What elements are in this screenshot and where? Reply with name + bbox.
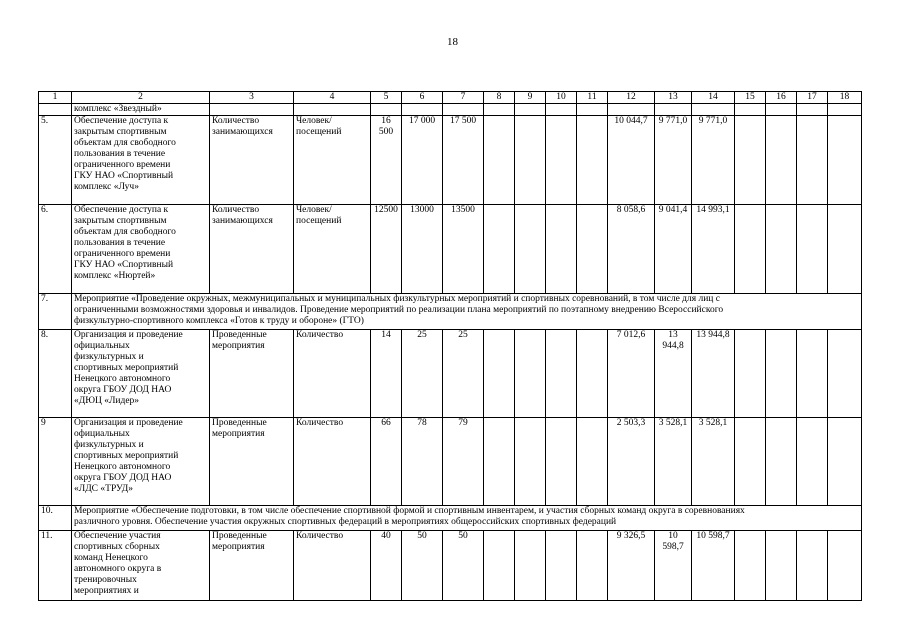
cell-line: физкультурно-спортивного комплекса «Готов к труду и обороне» (ГТО) <box>74 316 364 326</box>
value-col-12: 2 503,3 <box>608 418 655 506</box>
header-cell: 10 <box>546 92 577 104</box>
value-col-7: 79 <box>443 418 484 506</box>
header-cell: 17 <box>797 92 828 104</box>
cell-line: физкультурных и <box>74 440 144 450</box>
event-name <box>72 531 210 601</box>
value-col-8 <box>484 531 515 601</box>
value-col-15 <box>735 531 766 601</box>
header-cell: 5 <box>371 92 402 104</box>
table-row-continued <box>39 104 862 116</box>
page-number: 18 <box>447 36 458 48</box>
value-col-8 <box>484 418 515 506</box>
cell-line: Проведенные <box>212 418 267 428</box>
cell-line: официальных <box>74 341 130 351</box>
value-col-18 <box>828 330 862 418</box>
table-cell <box>797 104 828 116</box>
data-table <box>38 91 862 601</box>
table-header-row <box>39 92 862 104</box>
value-col-16 <box>766 116 797 205</box>
event-description <box>72 294 862 330</box>
cell-line: официальных <box>74 429 130 439</box>
table-row <box>39 418 862 506</box>
header-cell: 6 <box>402 92 443 104</box>
unit-of-measure <box>294 531 371 601</box>
table-cell <box>402 104 443 116</box>
cell-line: закрытым спортивным <box>74 127 167 137</box>
cell-line: Мероприятие «Обеспечение подготовки, в том числе обеспечение спортивной формой и спортивным инвентарем, и участия сборных команд округа в соревнованиях <box>74 506 745 516</box>
cell-line: ограниченного времени <box>74 249 171 259</box>
value-col-17 <box>797 116 828 205</box>
cell-line: Проведенные <box>212 531 267 541</box>
event-name <box>72 418 210 506</box>
cell-line: Организация и проведение <box>74 418 183 428</box>
value-col-9 <box>515 330 546 418</box>
table-cell <box>735 104 766 116</box>
event-name <box>72 205 210 294</box>
cell-line: «ДЮЦ «Лидер» <box>74 396 140 406</box>
value-col-10 <box>546 418 577 506</box>
cell-line: пользования в течение <box>74 238 166 248</box>
value-col-5: 16 500 <box>371 116 402 205</box>
table-row-merged <box>39 506 862 531</box>
value-col-13: 9 771,0 <box>655 116 692 205</box>
unit-of-measure <box>294 418 371 506</box>
value-col-6: 25 <box>402 330 443 418</box>
event-description <box>72 506 862 531</box>
table-cell <box>443 104 484 116</box>
cell-line: Количество <box>296 330 344 340</box>
cell-line: объектам для свободного <box>74 138 176 148</box>
value-col-10 <box>546 205 577 294</box>
cell-line: мероприятия <box>212 542 265 552</box>
cell-line: комплекс «Луч» <box>74 182 139 192</box>
value-col-14: 13 944,8 <box>692 330 735 418</box>
table-cell <box>515 104 546 116</box>
cell-line: Проведенные <box>212 330 267 340</box>
value-col-7: 17 500 <box>443 116 484 205</box>
header-cell: 16 <box>766 92 797 104</box>
row-number: 11. <box>39 531 72 601</box>
cell-line: ограниченными возможностями здоровья и инвалидов. Проведение мероприятий по реализации плана мероприятий по поэтапному внедрению Всероссийского <box>74 305 724 315</box>
cell-line: Мероприятие «Проведение окружных, межмуниципальных и муниципальных физкультурных мероприятий и спортивных соревнований, в том числе для лиц с <box>74 294 720 304</box>
cell-line: комплекс «Нюртей» <box>74 271 156 281</box>
cell-line: занимающихся <box>212 127 273 137</box>
value-col-15 <box>735 330 766 418</box>
cell-line: Организация и проведение <box>74 330 183 340</box>
cell-line: посещений <box>296 127 342 137</box>
header-cell: 13 <box>655 92 692 104</box>
cell-line: Количество <box>212 205 260 215</box>
event-name <box>72 116 210 205</box>
table-cell <box>210 104 294 116</box>
value-col-16 <box>766 531 797 601</box>
table-row <box>39 116 862 205</box>
indicator-name <box>210 418 294 506</box>
header-cell: 9 <box>515 92 546 104</box>
cell-line: ГКУ НАО «Спортивный <box>74 260 174 270</box>
cell-line: мероприятиях и <box>74 586 139 596</box>
cell-line: ограниченного времени <box>74 160 171 170</box>
cell-line: Количество <box>212 116 260 126</box>
value-col-8 <box>484 330 515 418</box>
table-cell <box>294 104 371 116</box>
row-number: 5. <box>39 116 72 205</box>
cell-line: Обеспечение доступа к <box>74 205 169 215</box>
table-cell <box>608 104 655 116</box>
header-cell: 7 <box>443 92 484 104</box>
value-col-13: 3 528,1 <box>655 418 692 506</box>
header-cell: 8 <box>484 92 515 104</box>
unit-of-measure <box>294 116 371 205</box>
value-col-9 <box>515 418 546 506</box>
table-cell <box>828 104 862 116</box>
header-cell: 12 <box>608 92 655 104</box>
value-col-12: 9 326,5 <box>608 531 655 601</box>
indicator-name <box>210 116 294 205</box>
row-number: 9 <box>39 418 72 506</box>
value-col-6: 17 000 <box>402 116 443 205</box>
value-col-18 <box>828 116 862 205</box>
value-col-6: 50 <box>402 531 443 601</box>
value-col-14: 10 598,7 <box>692 531 735 601</box>
cell-line: посещений <box>296 216 342 226</box>
indicator-name <box>210 330 294 418</box>
cell-line: мероприятия <box>212 341 265 351</box>
cell-line: физкультурных и <box>74 352 144 362</box>
indicator-name <box>210 205 294 294</box>
cell-line: мероприятия <box>212 429 265 439</box>
value-col-11 <box>577 418 608 506</box>
cell-line: Количество <box>296 418 344 428</box>
row-number: 6. <box>39 205 72 294</box>
value-col-12: 10 044,7 <box>608 116 655 205</box>
cell-line: закрытым спортивным <box>74 216 167 226</box>
value-col-12: 8 058,6 <box>608 205 655 294</box>
value-col-17 <box>797 330 828 418</box>
header-cell: 4 <box>294 92 371 104</box>
value-col-15 <box>735 205 766 294</box>
value-col-8 <box>484 116 515 205</box>
value-col-13: 9 041,4 <box>655 205 692 294</box>
cell-line: Количество <box>296 531 344 541</box>
table-cell <box>371 104 402 116</box>
cell-line: Человек/ <box>296 205 332 215</box>
value-col-16 <box>766 418 797 506</box>
header-cell: 1 <box>39 92 72 104</box>
cell-line: ГКУ НАО «Спортивный <box>74 171 174 181</box>
unit-of-measure <box>294 330 371 418</box>
table-cell <box>546 104 577 116</box>
value-col-5: 40 <box>371 531 402 601</box>
cell-line: «ЛДС «ТРУД» <box>74 484 133 494</box>
value-col-7: 25 <box>443 330 484 418</box>
value-col-16 <box>766 205 797 294</box>
table-cell <box>692 104 735 116</box>
header-cell: 2 <box>72 92 210 104</box>
table-cell <box>766 104 797 116</box>
value-col-18 <box>828 205 862 294</box>
table-row <box>39 531 862 601</box>
value-col-10 <box>546 330 577 418</box>
cell-line: округа ГБОУ ДОД НАО <box>74 473 172 483</box>
value-col-5: 14 <box>371 330 402 418</box>
row-number: 10. <box>39 506 72 531</box>
value-col-13: 10 598,7 <box>655 531 692 601</box>
cell-line: Ненецкого автономного <box>74 374 171 384</box>
value-col-15 <box>735 116 766 205</box>
value-col-16 <box>766 330 797 418</box>
header-cell: 14 <box>692 92 735 104</box>
value-col-9 <box>515 205 546 294</box>
table-row-merged <box>39 294 862 330</box>
cell-line: спортивных сборных <box>74 542 160 552</box>
table-row <box>39 330 862 418</box>
value-col-5: 66 <box>371 418 402 506</box>
row-number: 8. <box>39 330 72 418</box>
value-col-14: 9 771,0 <box>692 116 735 205</box>
row-number: 7. <box>39 294 72 330</box>
cell-line: различного уровня. Обеспечение участия окружных спортивных федераций в мероприятиях общероссийских спортивных федераций <box>74 517 617 527</box>
value-col-10 <box>546 116 577 205</box>
cell-line: пользования в течение <box>74 149 166 159</box>
cell-line: Ненецкого автономного <box>74 462 171 472</box>
header-cell: 15 <box>735 92 766 104</box>
value-col-9 <box>515 116 546 205</box>
cell-line: объектам для свободного <box>74 227 176 237</box>
indicator-name <box>210 531 294 601</box>
cell-line: занимающихся <box>212 216 273 226</box>
cell-line: команд Ненецкого <box>74 553 148 563</box>
value-col-11 <box>577 116 608 205</box>
value-col-18 <box>828 418 862 506</box>
cell-line: округа ГБОУ ДОД НАО <box>74 385 172 395</box>
cell-line: спортивных мероприятий <box>74 451 179 461</box>
cell-line: Обеспечение участия <box>74 531 161 541</box>
value-col-5: 12500 <box>371 205 402 294</box>
cell-line: спортивных мероприятий <box>74 363 179 373</box>
table-row <box>39 205 862 294</box>
value-col-14: 3 528,1 <box>692 418 735 506</box>
unit-of-measure <box>294 205 371 294</box>
value-col-17 <box>797 205 828 294</box>
header-cell: 3 <box>210 92 294 104</box>
value-col-15 <box>735 418 766 506</box>
table-cell <box>484 104 515 116</box>
table-cell: комплекс «Звездный» <box>72 104 210 116</box>
value-col-14: 14 993,1 <box>692 205 735 294</box>
value-col-8 <box>484 205 515 294</box>
cell-line: тренировочных <box>74 575 137 585</box>
value-col-17 <box>797 531 828 601</box>
table-cell <box>39 104 72 116</box>
value-col-7: 13500 <box>443 205 484 294</box>
table-cell <box>655 104 692 116</box>
value-col-11 <box>577 205 608 294</box>
value-col-18 <box>828 531 862 601</box>
value-col-17 <box>797 418 828 506</box>
value-col-6: 13000 <box>402 205 443 294</box>
value-col-13: 13 944,8 <box>655 330 692 418</box>
event-name <box>72 330 210 418</box>
cell-line: Обеспечение доступа к <box>74 116 169 126</box>
value-col-6: 78 <box>402 418 443 506</box>
value-col-7: 50 <box>443 531 484 601</box>
table-cell <box>577 104 608 116</box>
value-col-10 <box>546 531 577 601</box>
value-col-12: 7 012,6 <box>608 330 655 418</box>
header-cell: 18 <box>828 92 862 104</box>
cell-line: автономного округа в <box>74 564 162 574</box>
value-col-11 <box>577 330 608 418</box>
header-cell: 11 <box>577 92 608 104</box>
value-col-11 <box>577 531 608 601</box>
value-col-9 <box>515 531 546 601</box>
cell-line: Человек/ <box>296 116 332 126</box>
